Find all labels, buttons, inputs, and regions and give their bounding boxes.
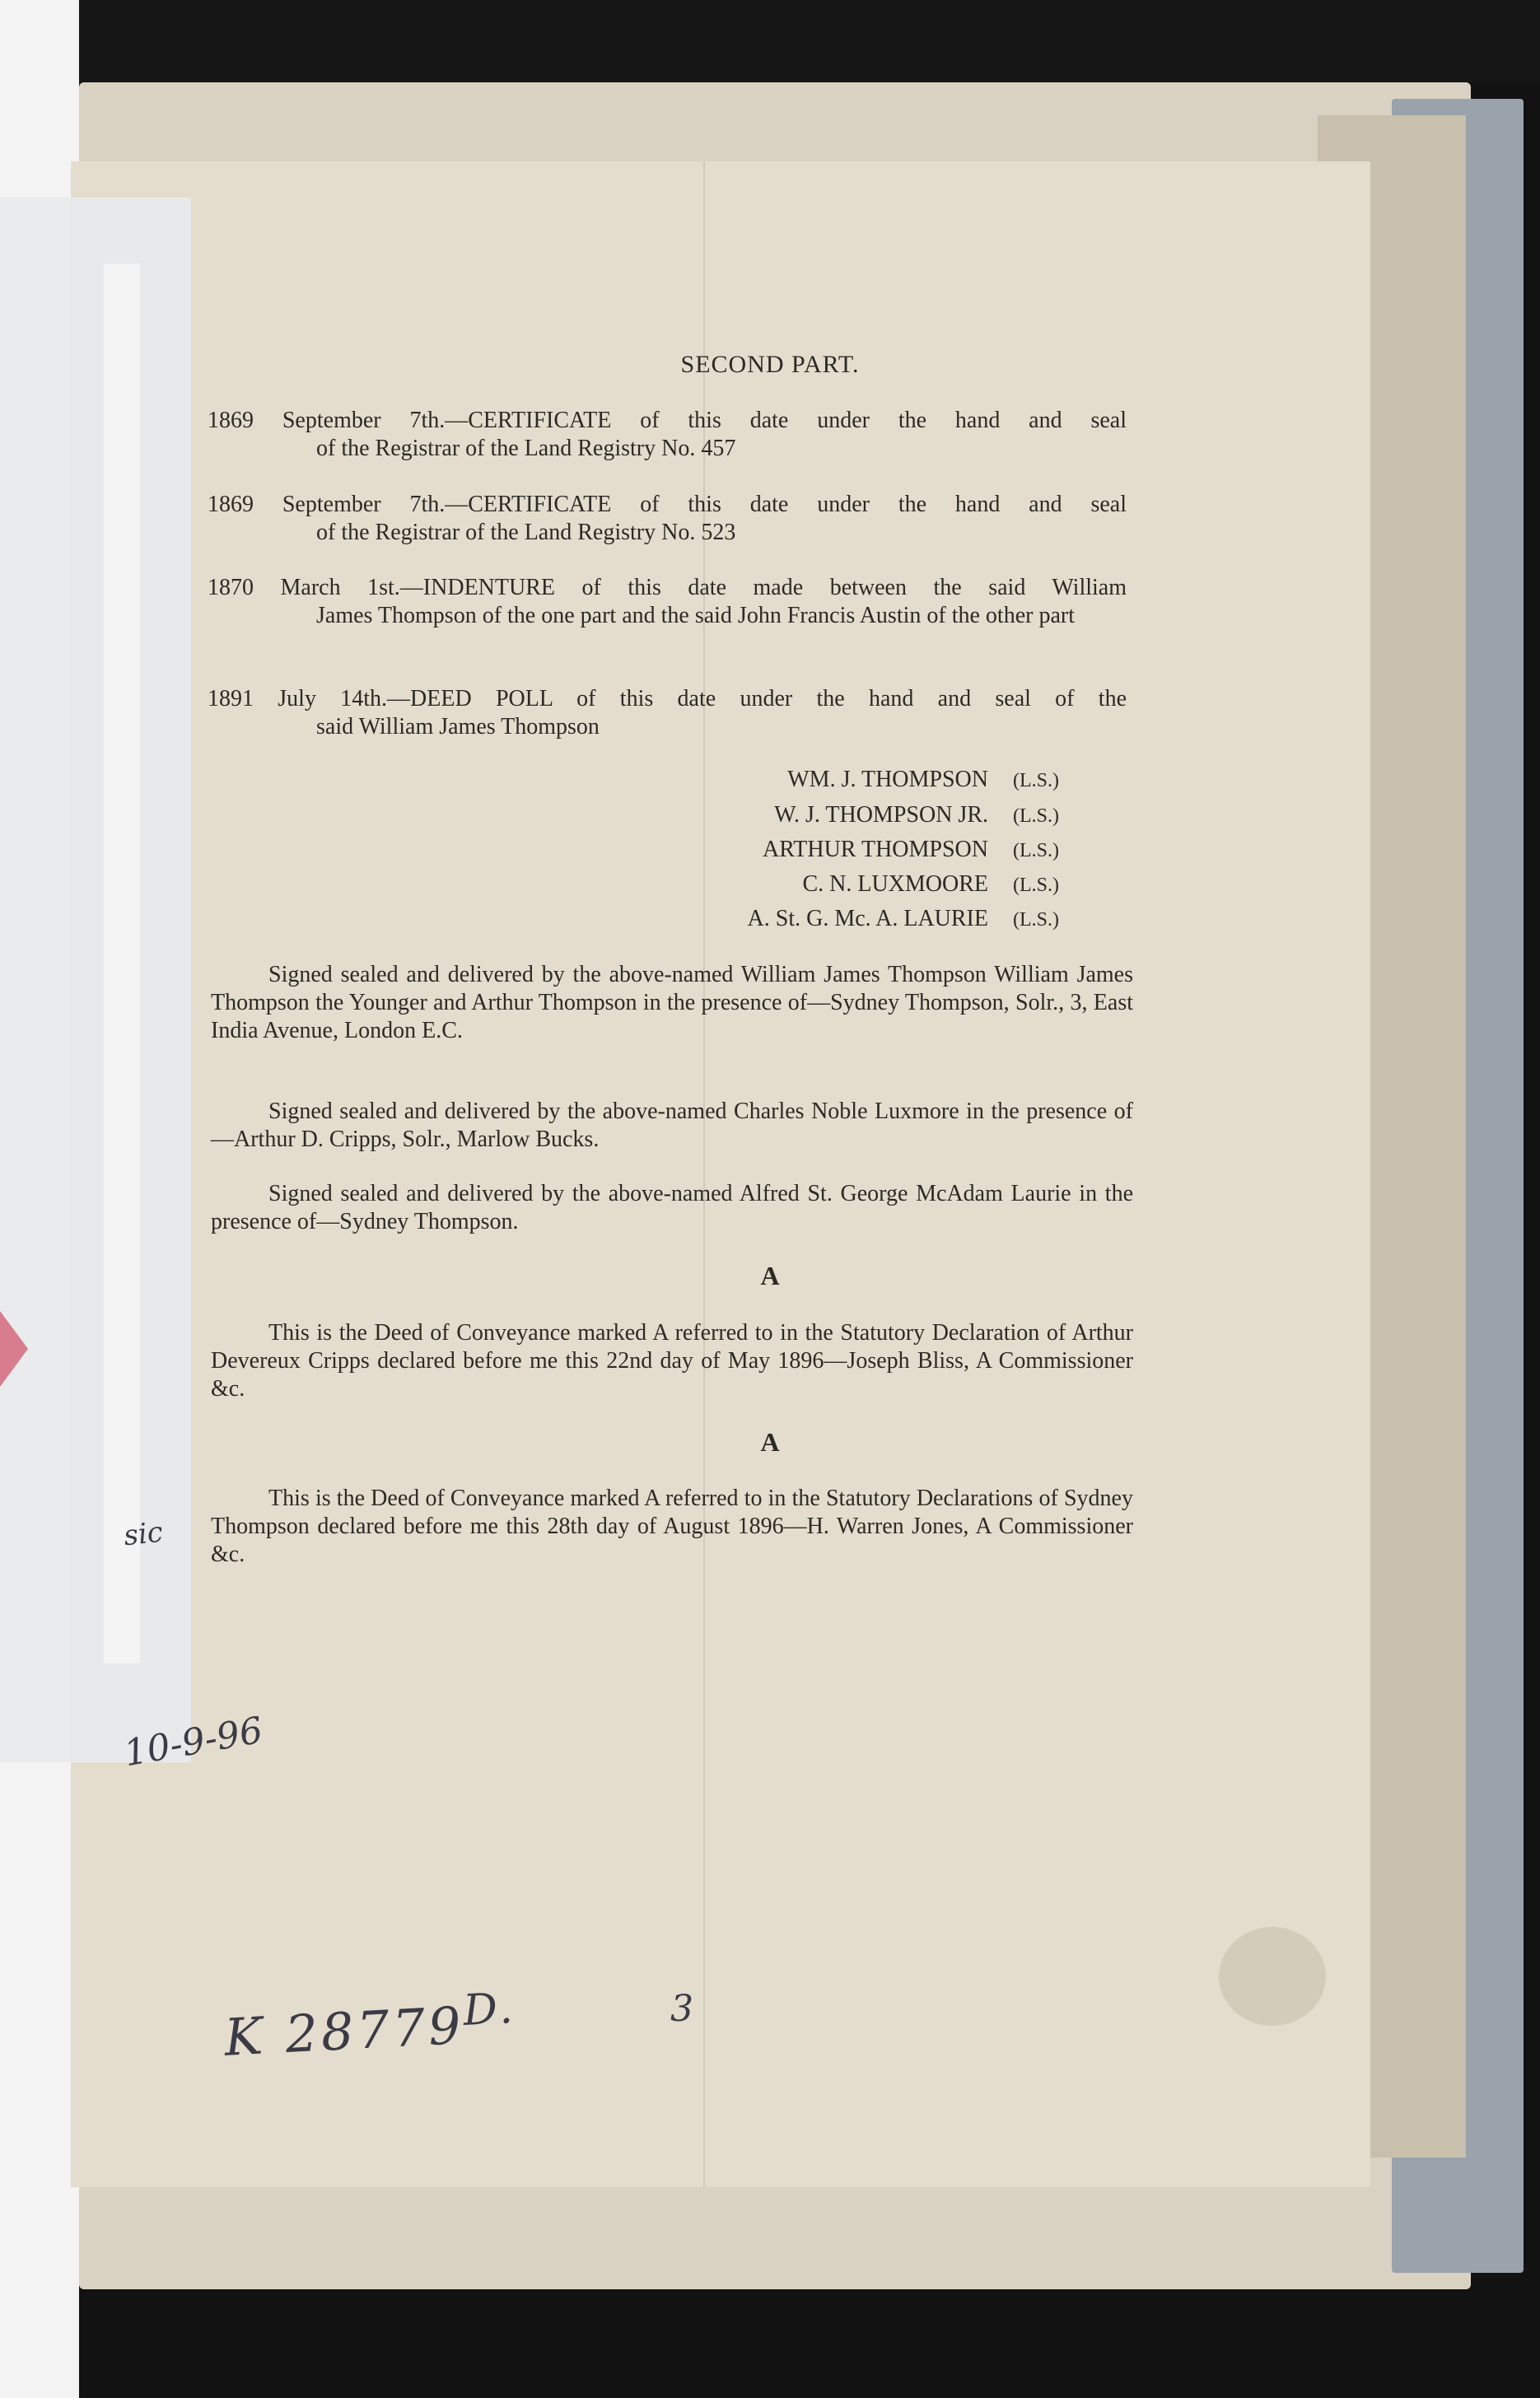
signatory-name: W. J. THOMPSON JR. [774, 802, 988, 828]
exhibit-marker: A [760, 1261, 780, 1290]
entry-continuation: of the Registrar of the Land Registry No. 457 [316, 436, 736, 461]
exhibit-certificate: This is the Deed of Conveyance marked A referred to in the Statutory Declarations of Sydney Thompson declared before me this 28th day of August 1896—H. Warren Jones, A Commissioner &c. [211, 1486, 1133, 1567]
signature-line [626, 801, 1120, 830]
entry-first-line: 1869 September 7th.—CERTIFICATE of this date under the hand and seal [208, 408, 1127, 433]
exhibit-certificate: This is the Deed of Conveyance marked A referred to in the Statutory Declaration of Arthur Devereux Cripps declared before me this 22nd day of May 1896—Joseph Bliss, A Commissioner &c. [211, 1320, 1133, 1402]
seal-mark: (L.S.) [1013, 875, 1059, 896]
signature-line [626, 870, 1120, 899]
entry-continuation: of the Registrar of the Land Registry No. 523 [316, 520, 736, 545]
page-fold-line [703, 161, 705, 2187]
entry-first-line: 1869 September 7th.—CERTIFICATE of this date under the hand and seal [208, 492, 1127, 517]
recital-entry [208, 491, 1127, 547]
recital-entry [208, 685, 1127, 741]
entry-continuation: James Thompson of the one part and the said John Francis Austin of the other part [316, 603, 1075, 628]
entry-first-line: 1870 March 1st.—INDENTURE of this date made between the said William [208, 575, 1127, 600]
section-heading: SECOND PART. [680, 351, 860, 378]
attestation-paragraph: Signed sealed and delivered by the above-named Charles Noble Luxmore in the presence of—Arthur D. Cripps, Solr., Marlow Bucks. [211, 1099, 1133, 1152]
signature-line [626, 905, 1120, 934]
attestation-paragraph: Signed sealed and delivered by the above-named William James Thompson William James Thompson the Younger and Arthur Thompson in the presence of—Sydney Thompson, Solr., 3, East India Avenue, London E.C. [211, 962, 1133, 1043]
signatory-name: WM. J. THOMPSON [787, 767, 988, 792]
paper-stain [1219, 1927, 1326, 2026]
handwritten-date: 10-9-96 [120, 1709, 266, 1775]
margin-annotation: sic [122, 1515, 165, 1553]
entry-first-line: 1891 July 14th.—DEED POLL of this date under the hand and seal of the [208, 686, 1127, 711]
seal-mark: (L.S.) [1013, 909, 1059, 931]
tissue-highlight [104, 264, 140, 1663]
recital-entry [208, 574, 1127, 630]
signature-line [626, 836, 1120, 865]
document-page [71, 161, 1370, 2187]
reference-suffix: D. [461, 1983, 517, 2036]
seal-mark: (L.S.) [1013, 840, 1059, 861]
recital-entry [208, 407, 1127, 463]
exhibit-marker: A [760, 1427, 780, 1457]
background-top [79, 0, 1540, 82]
signatory-name: ARTHUR THOMPSON [763, 837, 988, 862]
page-number: 3 [670, 1988, 693, 2030]
seal-mark: (L.S.) [1013, 805, 1059, 827]
seal-mark: (L.S.) [1013, 770, 1059, 791]
attestation-paragraph: Signed sealed and delivered by the above-named Alfred St. George McAdam Laurie in the presence of—Sydney Thompson. [211, 1181, 1133, 1234]
signatory-name: A. St. G. Mc. A. LAURIE [747, 906, 988, 931]
signature-line [626, 766, 1120, 795]
reference-number: K 28779 [222, 1994, 466, 2068]
entry-continuation: said William James Thompson [316, 714, 600, 739]
signatory-name: C. N. LUXMOORE [802, 871, 988, 897]
